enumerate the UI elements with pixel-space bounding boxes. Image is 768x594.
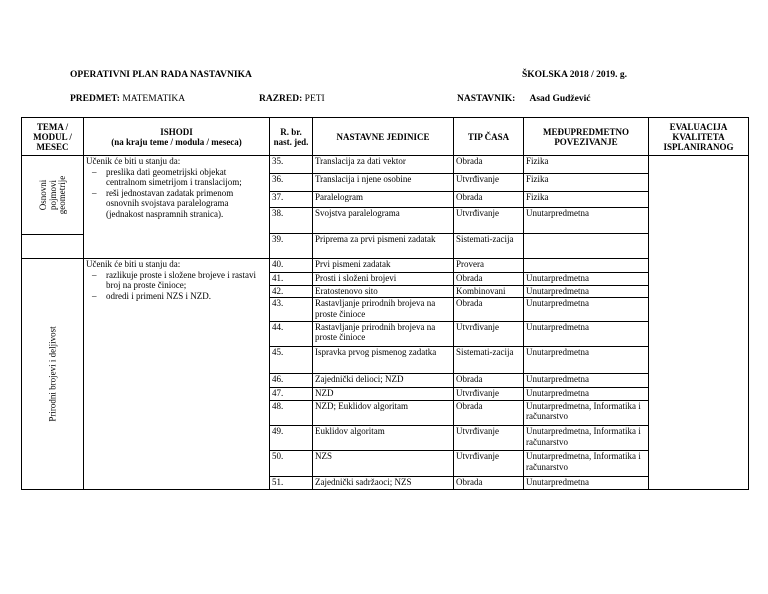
lesson-number: 37.	[270, 192, 313, 208]
subject-value: MATEMATIKA	[122, 94, 186, 104]
lesson-link	[524, 259, 649, 273]
lesson-link: Unutarpredmetna	[524, 476, 649, 489]
table-header-row	[22, 118, 749, 156]
plan-table	[21, 117, 749, 490]
col-header-tip: TIP ČASA	[454, 118, 524, 156]
lesson-link: Unutarpredmetna	[524, 321, 649, 346]
lesson-link: Unutarpredmetna	[524, 347, 649, 374]
grade-label: RAZRED:	[259, 94, 303, 104]
col-header-ishodi-sub: (na kraju teme / modula / meseca)	[111, 136, 242, 147]
school-year-value: 2018 / 2019. g.	[569, 70, 628, 80]
lesson-unit: Rastavljanje prirodnih brojeva na proste činioce	[313, 321, 454, 346]
lesson-link: Unutarpredmetna, Informatika i računarstvo	[524, 400, 649, 425]
lesson-unit: Euklidov algoritam	[313, 426, 454, 451]
lesson-number: 36.	[270, 174, 313, 192]
lesson-type: Utvrđivanje	[454, 426, 524, 451]
lesson-number: 51.	[270, 476, 313, 489]
col-header-rbr: R. br. nast. jed.	[270, 118, 313, 156]
lesson-number: 39.	[270, 234, 313, 259]
table-row	[22, 259, 749, 273]
lesson-unit: Eratostenovo sito	[313, 286, 454, 298]
lesson-link: Fizika	[524, 174, 649, 192]
lesson-link: Unutarpredmetna	[524, 273, 649, 286]
lesson-number: 38.	[270, 208, 313, 234]
teacher	[457, 94, 590, 104]
teacher-value: Asad Gudžević	[529, 94, 591, 104]
lesson-unit: NZD	[313, 387, 454, 400]
lesson-unit: Prosti i složeni brojevi	[313, 273, 454, 286]
grade-value: PETI	[304, 94, 325, 104]
lesson-type: Sistemati-zacija	[454, 347, 524, 374]
lesson-type: Obrada	[454, 156, 524, 174]
outcomes-list	[86, 167, 267, 220]
topic-name: Osnovni pojmovi geometrije	[37, 175, 67, 215]
lesson-type: Utvrđivanje	[454, 174, 524, 192]
school-year	[522, 70, 627, 80]
evaluation-cell	[649, 156, 749, 490]
lesson-link: Unutarpredmetna	[524, 286, 649, 298]
lesson-link: Unutarpredmetna, Informatika i računarstvo	[524, 426, 649, 451]
lesson-unit: Zajednički sadržaoci; NZS	[313, 476, 454, 489]
topic-name: Prirodni brojevi i deljivost	[46, 326, 57, 422]
col-header-povezivanje-2: POVEZIVANJE	[554, 136, 618, 147]
lesson-number: 44.	[270, 321, 313, 346]
lesson-number: 42.	[270, 286, 313, 298]
outcomes-lead: Učenik će biti u stanju da:	[86, 259, 181, 269]
lesson-link: Unutarpredmetna	[524, 374, 649, 387]
lesson-number: 46.	[270, 374, 313, 387]
lesson-unit: NZD; Euklidov algoritam	[313, 400, 454, 425]
lesson-unit: Rastavljanje prirodnih brojeva na proste činioce	[313, 298, 454, 321]
lesson-number: 50.	[270, 451, 313, 476]
lesson-number: 47.	[270, 387, 313, 400]
teacher-label: NASTAVNIK:	[457, 94, 516, 104]
outcomes-lead: Učenik će biti u stanju da:	[86, 156, 181, 166]
outcome-item: – preslika dati geometrijski objekat centralnom simetrijom i translacijom;	[86, 167, 267, 188]
col-header-evaluacija: EVALUACIJA KVALITETA ISPLANIRANOG	[649, 118, 749, 156]
lesson-link: Unutarpredmetna, Informatika i računarstvo	[524, 451, 649, 476]
col-header-tema: TEMA / MODUL / MESEC	[22, 118, 84, 156]
lesson-type: Provera	[454, 259, 524, 273]
subject	[70, 94, 185, 104]
outcomes-geometry	[84, 156, 270, 259]
col-header-povezivanje-1: MEĐUPREDMETNO	[543, 126, 629, 137]
lesson-link: Unutarpredmetna	[524, 387, 649, 400]
outcomes-list	[86, 270, 267, 302]
lesson-unit: Priprema za prvi pismeni zadatak	[313, 234, 454, 259]
topic-cell-geometry	[22, 156, 84, 259]
lesson-link: Fizika	[524, 192, 649, 208]
lesson-unit: NZS	[313, 451, 454, 476]
lesson-number: 35.	[270, 156, 313, 174]
school-year-label: ŠKOLSKA	[522, 70, 568, 80]
lesson-type: Obrada	[454, 374, 524, 387]
lesson-unit: Ispravka prvog pismenog zadatka	[313, 347, 454, 374]
col-header-povezivanje	[524, 118, 649, 156]
col-header-ishodi-title: ISHODI	[160, 126, 193, 137]
lesson-number: 40.	[270, 259, 313, 273]
table-row	[22, 156, 749, 174]
topic-cell-numbers	[22, 259, 84, 490]
lesson-unit: Translacija i njene osobine	[313, 174, 454, 192]
grade	[259, 94, 325, 104]
lesson-type: Sistemati-zacija	[454, 234, 524, 259]
col-header-jedinice: NASTAVNE JEDINICE	[313, 118, 454, 156]
subject-label: PREDMET:	[70, 94, 120, 104]
lesson-unit: Prvi pismeni zadatak	[313, 259, 454, 273]
lesson-type: Utvrđivanje	[454, 321, 524, 346]
lesson-type: Utvrđivanje	[454, 208, 524, 234]
lesson-number: 45.	[270, 347, 313, 374]
lesson-type: Utvrđivanje	[454, 451, 524, 476]
lesson-number: 48.	[270, 400, 313, 425]
lesson-number: 49.	[270, 426, 313, 451]
lesson-unit: Svojstva paralelograma	[313, 208, 454, 234]
lesson-type: Obrada	[454, 400, 524, 425]
document-title: OPERATIVNI PLAN RADA NASTAVNIKA	[70, 70, 252, 80]
lesson-type: Obrada	[454, 273, 524, 286]
lesson-link: Fizika	[524, 156, 649, 174]
outcome-item: – odredi i primeni NZS i NZD.	[86, 291, 267, 302]
outcome-item: – reši jednostavan zadatak primenom osnovnih svojstava paralelograma (jednakost naspramnih stranica).	[86, 188, 267, 220]
lesson-link: Unutarpredmetna	[524, 298, 649, 321]
lesson-type: Obrada	[454, 476, 524, 489]
outcomes-numbers	[84, 259, 270, 490]
lesson-type: Obrada	[454, 298, 524, 321]
col-header-ishodi	[84, 118, 270, 156]
lesson-type: Obrada	[454, 192, 524, 208]
outcome-item: – razlikuje proste i složene brojeve i rastavi broj na proste činioce;	[86, 270, 267, 291]
lesson-unit: Paralelogram	[313, 192, 454, 208]
lesson-type: Utvrđivanje	[454, 387, 524, 400]
lesson-unit: Zajednički delioci; NZD	[313, 374, 454, 387]
lesson-unit: Translacija za dati vektor	[313, 156, 454, 174]
lesson-type: Kombinovani	[454, 286, 524, 298]
lesson-number: 41.	[270, 273, 313, 286]
lesson-number: 43.	[270, 298, 313, 321]
lesson-link	[524, 234, 649, 259]
lesson-link: Unutarpredmetna	[524, 208, 649, 234]
